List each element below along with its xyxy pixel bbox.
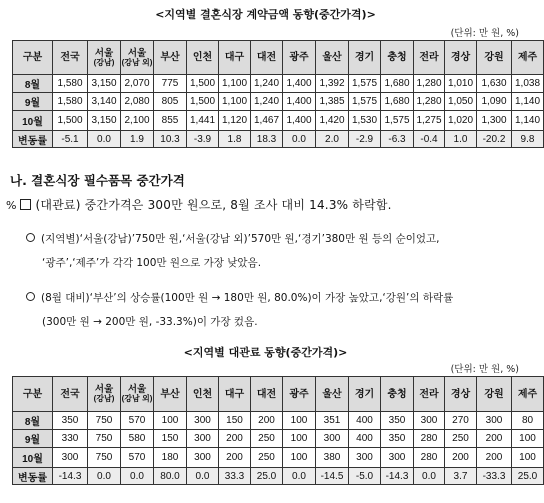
table-row bbox=[13, 111, 544, 131]
table-row bbox=[13, 131, 544, 148]
column-header: 대전 bbox=[251, 41, 283, 75]
column-header: 충청 bbox=[381, 41, 414, 75]
table-row bbox=[13, 468, 544, 485]
table-cell: 0.0 bbox=[283, 131, 316, 148]
column-header: 강원 bbox=[477, 377, 512, 412]
table-cell: 1,500 bbox=[187, 75, 219, 93]
table-cell: 300 bbox=[349, 448, 381, 468]
table-cell: -33.3 bbox=[477, 468, 512, 485]
row-header: 10월 bbox=[13, 448, 53, 468]
table-cell: 250 bbox=[251, 430, 283, 448]
column-header-line2: (강남 외) bbox=[121, 394, 153, 403]
circle-bullet-icon bbox=[26, 292, 35, 301]
table1-unit: (단위: 만 원, %) bbox=[450, 28, 519, 39]
wedding-hall-contract-table bbox=[12, 40, 544, 148]
table-cell: 1,575 bbox=[349, 93, 381, 111]
table-cell: 100 bbox=[283, 448, 316, 468]
table-cell: 1,120 bbox=[219, 111, 251, 131]
column-header: 광주 bbox=[283, 41, 316, 75]
table-cell: 300 bbox=[53, 448, 88, 468]
table-cell: 1,680 bbox=[381, 75, 414, 93]
table-cell: 350 bbox=[53, 412, 88, 430]
table-cell: 100 bbox=[512, 430, 544, 448]
table-cell: -3.9 bbox=[187, 131, 219, 148]
table-cell: 570 bbox=[121, 448, 154, 468]
table-cell: 1,392 bbox=[316, 75, 349, 93]
table-cell: 2,080 bbox=[121, 93, 154, 111]
table-cell: -14.3 bbox=[381, 468, 414, 485]
table-cell: 270 bbox=[445, 412, 477, 430]
table-row bbox=[13, 75, 544, 93]
paragraph-rental-fee-text: (대관료) 중간가격은 300만 원으로, 8월 조사 대비 14.3% 하락함. bbox=[35, 198, 392, 212]
table-cell: 1,441 bbox=[187, 111, 219, 131]
row-header: 10월 bbox=[13, 111, 53, 131]
paragraph-change-cont bbox=[42, 316, 258, 329]
table-row bbox=[13, 430, 544, 448]
table-cell: 351 bbox=[316, 412, 349, 430]
column-header: 광주 bbox=[283, 377, 316, 412]
column-header bbox=[88, 41, 121, 75]
table-cell: 1,400 bbox=[283, 75, 316, 93]
table-cell: 280 bbox=[414, 430, 445, 448]
column-header: 경기 bbox=[349, 377, 381, 412]
table-cell: 350 bbox=[381, 430, 414, 448]
table-cell: 200 bbox=[477, 430, 512, 448]
table-cell: -14.3 bbox=[53, 468, 88, 485]
column-header: 울산 bbox=[316, 41, 349, 75]
table-cell: 350 bbox=[381, 412, 414, 430]
table-cell: 200 bbox=[477, 448, 512, 468]
table-cell: 18.3 bbox=[251, 131, 283, 148]
table-cell: 180 bbox=[154, 448, 187, 468]
table-cell: 280 bbox=[414, 448, 445, 468]
column-header: 충청 bbox=[381, 377, 414, 412]
row-header: 9월 bbox=[13, 93, 53, 111]
table-cell: 1,050 bbox=[445, 93, 477, 111]
column-header: 제주 bbox=[512, 377, 544, 412]
paragraph-regional-line1: (지역별)‘서울(강남)’750만 원,‘서울(강남 외)’570만 원,‘경기’380만 원 등의 순이었고, bbox=[41, 233, 440, 245]
paragraph-change-line2: (300만 원 → 200만 원, -33.3%)이 가장 컸음. bbox=[42, 316, 258, 328]
table-cell: 750 bbox=[88, 412, 121, 430]
column-header: 울산 bbox=[316, 377, 349, 412]
table-cell: 2,070 bbox=[121, 75, 154, 93]
column-header: 인천 bbox=[187, 41, 219, 75]
column-header: 구분 bbox=[13, 41, 53, 75]
column-header: 구분 bbox=[13, 377, 53, 412]
table-cell: 1,275 bbox=[414, 111, 445, 131]
table-row bbox=[13, 412, 544, 430]
column-header: 전라 bbox=[414, 377, 445, 412]
table-cell: -2.9 bbox=[349, 131, 381, 148]
table-cell: 200 bbox=[219, 430, 251, 448]
table-cell: 100 bbox=[512, 448, 544, 468]
column-header: 부산 bbox=[154, 377, 187, 412]
table-cell: 400 bbox=[349, 412, 381, 430]
column-header: 강원 bbox=[477, 41, 512, 75]
row-header: 9월 bbox=[13, 430, 53, 448]
table-cell: 300 bbox=[414, 412, 445, 430]
row-header: 변동률 bbox=[13, 131, 53, 148]
paragraph-rental-fee bbox=[6, 199, 392, 212]
table-cell: 1,420 bbox=[316, 111, 349, 131]
table-cell: 0.0 bbox=[187, 468, 219, 485]
column-header bbox=[121, 377, 154, 412]
percent-marker: % bbox=[6, 199, 17, 212]
column-header bbox=[121, 41, 154, 75]
table-cell: 300 bbox=[316, 430, 349, 448]
table-cell: 1,038 bbox=[512, 75, 544, 93]
column-header-line2: (강남 외) bbox=[121, 57, 153, 67]
table-cell: 1,580 bbox=[53, 75, 88, 93]
column-header: 대구 bbox=[219, 377, 251, 412]
column-header: 전라 bbox=[414, 41, 445, 75]
table-cell: 0.0 bbox=[283, 468, 316, 485]
table-cell: 1.0 bbox=[445, 131, 477, 148]
table-cell: 25.0 bbox=[512, 468, 544, 485]
column-header: 대전 bbox=[251, 377, 283, 412]
table1-title: <지역별 결혼식장 계약금액 동향(중간가격)> bbox=[155, 8, 376, 21]
column-header-line1: 서울 bbox=[94, 47, 114, 59]
table-cell: 1,385 bbox=[316, 93, 349, 111]
paragraph-regional-cont bbox=[42, 257, 261, 270]
column-header: 전국 bbox=[53, 377, 88, 412]
column-header: 경상 bbox=[445, 377, 477, 412]
column-header: 인천 bbox=[187, 377, 219, 412]
table-cell: 1,280 bbox=[414, 75, 445, 93]
table-cell: -6.3 bbox=[381, 131, 414, 148]
table-cell: 1,020 bbox=[445, 111, 477, 131]
table-cell: 0.0 bbox=[88, 468, 121, 485]
table-cell: 0.0 bbox=[414, 468, 445, 485]
table-cell: 1,010 bbox=[445, 75, 477, 93]
table-cell: -5.0 bbox=[349, 468, 381, 485]
table-cell: 580 bbox=[121, 430, 154, 448]
table-cell: 1.8 bbox=[219, 131, 251, 148]
table-cell: 330 bbox=[53, 430, 88, 448]
rental-fee-table bbox=[12, 376, 544, 485]
table-cell: 1,140 bbox=[512, 93, 544, 111]
table-cell: 0.0 bbox=[121, 468, 154, 485]
column-header bbox=[88, 377, 121, 412]
table-cell: 0.0 bbox=[88, 131, 121, 148]
table-cell: 1.9 bbox=[121, 131, 154, 148]
table-cell: 1,100 bbox=[219, 93, 251, 111]
section-heading: 나. 결혼식장 필수품목 중간가격 bbox=[10, 173, 185, 188]
table-cell: 1,500 bbox=[187, 93, 219, 111]
table-cell: 100 bbox=[283, 412, 316, 430]
paragraph-regional-line2: ‘광주’,‘제주’가 각각 100만 원으로 가장 낮았음. bbox=[42, 257, 262, 269]
column-header: 경기 bbox=[349, 41, 381, 75]
table-cell: 1,575 bbox=[349, 75, 381, 93]
table-cell: 1,140 bbox=[512, 111, 544, 131]
table-cell: 400 bbox=[349, 430, 381, 448]
column-header-line2: (강남) bbox=[93, 57, 115, 67]
row-header: 8월 bbox=[13, 412, 53, 430]
table-cell: 1,500 bbox=[53, 111, 88, 131]
column-header: 전국 bbox=[53, 41, 88, 75]
table-cell: 1,090 bbox=[477, 93, 512, 111]
circle-bullet-icon bbox=[26, 233, 35, 242]
table-cell: 150 bbox=[154, 430, 187, 448]
square-bullet-icon bbox=[20, 199, 31, 210]
table-cell: 2,100 bbox=[121, 111, 154, 131]
column-header-line1: 서울 bbox=[127, 47, 147, 59]
table-cell: 1,580 bbox=[53, 93, 88, 111]
table-cell: 1,240 bbox=[251, 75, 283, 93]
table-cell: 10.3 bbox=[154, 131, 187, 148]
paragraph-change bbox=[26, 292, 453, 305]
table-cell: 1,300 bbox=[477, 111, 512, 131]
table-row bbox=[13, 93, 544, 111]
table-cell: 3,140 bbox=[88, 93, 121, 111]
table2-title: <지역별 대관료 동향(중간가격)> bbox=[183, 346, 348, 359]
table-cell: 3.7 bbox=[445, 468, 477, 485]
table-cell: 1,530 bbox=[349, 111, 381, 131]
table-cell: 25.0 bbox=[251, 468, 283, 485]
column-header: 경상 bbox=[445, 41, 477, 75]
table-cell: 1,575 bbox=[381, 111, 414, 131]
table-cell: 1,280 bbox=[414, 93, 445, 111]
table-cell: 380 bbox=[316, 448, 349, 468]
table-cell: 1,100 bbox=[219, 75, 251, 93]
table-cell: 775 bbox=[154, 75, 187, 93]
table-cell: -0.4 bbox=[414, 131, 445, 148]
column-header: 제주 bbox=[512, 41, 544, 75]
table-cell: 9.8 bbox=[512, 131, 544, 148]
table-cell: 805 bbox=[154, 93, 187, 111]
column-header-line2: (강남) bbox=[93, 394, 115, 403]
table-cell: 2.0 bbox=[316, 131, 349, 148]
row-header: 8월 bbox=[13, 75, 53, 93]
table-cell: -5.1 bbox=[53, 131, 88, 148]
table-cell: -14.5 bbox=[316, 468, 349, 485]
table-cell: 1,630 bbox=[477, 75, 512, 93]
table-cell: 300 bbox=[381, 448, 414, 468]
table-cell: 1,240 bbox=[251, 93, 283, 111]
table-cell: 750 bbox=[88, 430, 121, 448]
column-header-line1: 서울 bbox=[94, 384, 114, 395]
table-cell: 570 bbox=[121, 412, 154, 430]
table-cell: 300 bbox=[477, 412, 512, 430]
table-cell: 200 bbox=[445, 448, 477, 468]
row-header: 변동률 bbox=[13, 468, 53, 485]
table-cell: 300 bbox=[187, 412, 219, 430]
table-cell: 300 bbox=[187, 430, 219, 448]
table-cell: 80 bbox=[512, 412, 544, 430]
table-cell: 3,150 bbox=[88, 75, 121, 93]
column-header-line1: 서울 bbox=[127, 384, 147, 395]
table-cell: 80.0 bbox=[154, 468, 187, 485]
table-cell: 200 bbox=[251, 412, 283, 430]
table-cell: 100 bbox=[154, 412, 187, 430]
table-cell: 855 bbox=[154, 111, 187, 131]
table-cell: 300 bbox=[187, 448, 219, 468]
table-cell: 1,400 bbox=[283, 111, 316, 131]
table-cell: 1,467 bbox=[251, 111, 283, 131]
table-cell: 1,680 bbox=[381, 93, 414, 111]
paragraph-change-line1: (8월 대비)‘부산’의 상승률(100만 원 → 180만 원, 80.0%)이 가장 높았고,‘강원’의 하락률 bbox=[41, 292, 454, 304]
column-header: 대구 bbox=[219, 41, 251, 75]
table-cell: 150 bbox=[219, 412, 251, 430]
table-cell: 250 bbox=[251, 448, 283, 468]
table-cell: 33.3 bbox=[219, 468, 251, 485]
column-header: 부산 bbox=[154, 41, 187, 75]
table2-unit: (단위: 만 원, %) bbox=[450, 364, 519, 375]
table-cell: 200 bbox=[219, 448, 251, 468]
table-cell: 250 bbox=[445, 430, 477, 448]
table-cell: 100 bbox=[283, 430, 316, 448]
table-cell: 3,150 bbox=[88, 111, 121, 131]
table-cell: 1,400 bbox=[283, 93, 316, 111]
paragraph-regional bbox=[26, 233, 439, 246]
table-cell: 750 bbox=[88, 448, 121, 468]
table-row bbox=[13, 448, 544, 468]
table-cell: -20.2 bbox=[477, 131, 512, 148]
